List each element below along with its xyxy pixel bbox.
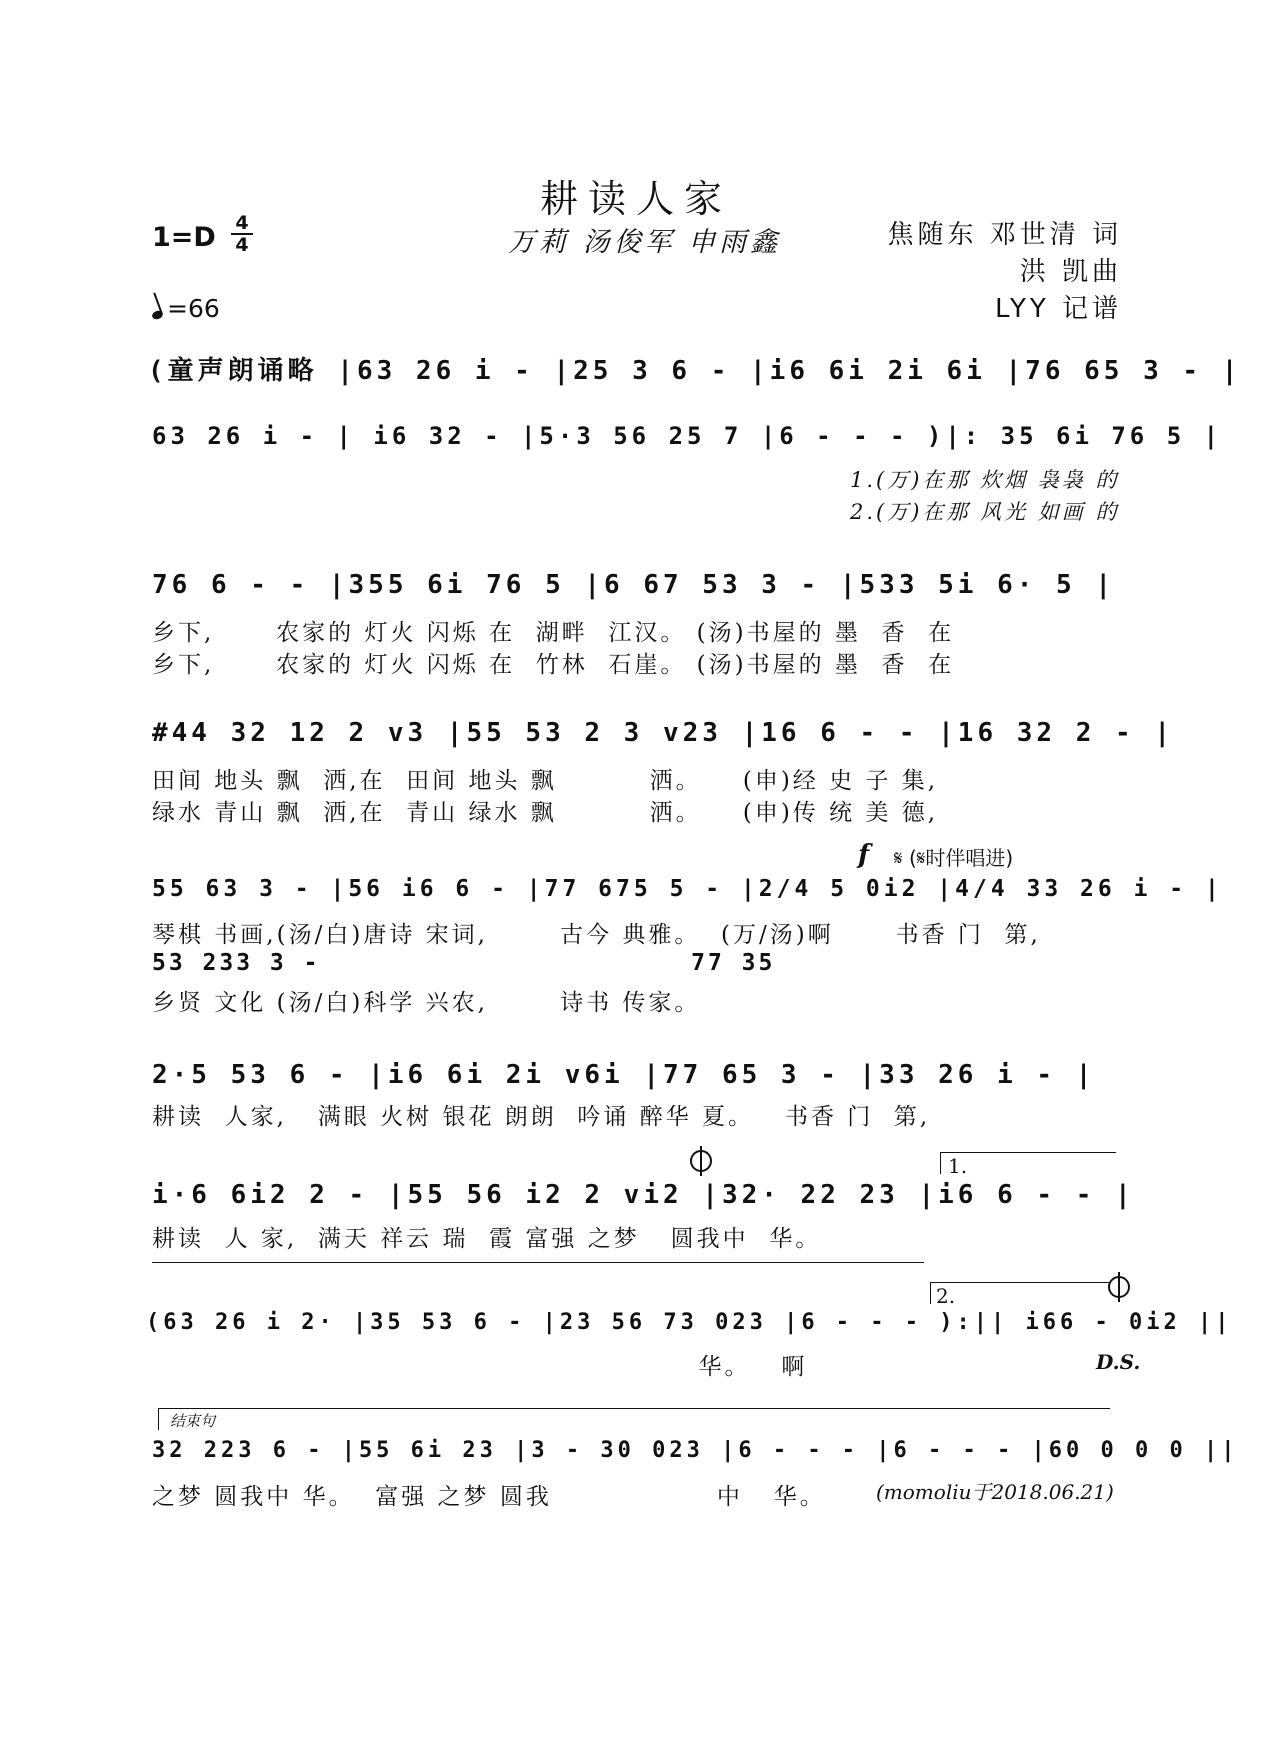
coda-icon: [690, 1150, 712, 1172]
segno-note: 𝄋 (𝄋时伴唱进): [894, 846, 1014, 870]
key-signature: 1=D: [152, 222, 216, 253]
quarter-note-icon: [151, 309, 164, 320]
ds-marking: D.S.: [1096, 1350, 1141, 1374]
ending-bracket-edge: [158, 1408, 159, 1430]
dynamic-forte: f: [858, 840, 870, 870]
system-7-notes: i·6 6i2 2 - |55 56 i2 2 vi2 |32· 22 23 |i6 6 - - |: [152, 1180, 1135, 1210]
system-7-lyric-1: 耕读 人 家, 满天 祥云 瑞 霞 富强 之梦 圆我中 华。: [152, 1226, 822, 1252]
system-5-lyric-2: 乡贤 文化 (汤/白)科学 兴农, 诗书 传家。: [152, 990, 701, 1016]
system-9-lyric-1: 之梦 圆我中 华。 富强 之梦 圆我 中 华。: [152, 1484, 826, 1510]
system-5-lyric-1: 琴棋 书画,(汤/白)唐诗 宋词, 古今 典雅。 (万/汤)啊 书香 门 第,: [152, 922, 1041, 948]
tempo-value: =66: [167, 294, 220, 323]
system-5-notes: 55 63 3 - |56 i6 6 - |77 675 5 - |2/4 5 0i2 |4/4 33 26 i - |: [152, 876, 1223, 902]
system-3-notes: 76 6 - - |355 6i 76 5 |6 67 53 3 - |533 5i 6· 5 |: [152, 570, 1116, 600]
time-sig-bottom: 4: [235, 234, 249, 256]
page-title: 耕读人家: [539, 177, 732, 221]
system-9-notes: 32 223 6 - |55 6i 23 |3 - 30 023 |6 - - - |6 - - - |60 0 0 0 ||: [152, 1438, 1239, 1463]
volta-2-bracket-edge: [930, 1282, 931, 1304]
volta-1-bracket: [940, 1152, 1116, 1153]
tempo-marking: [152, 294, 220, 323]
volta-2-label: 2.: [936, 1284, 956, 1308]
time-signature: [231, 214, 253, 254]
system-2-lyric-1: 1.(万)在那 炊烟 袅袅 的: [850, 468, 1120, 492]
system-6-lyric-1: 耕读 人家, 满眼 火树 银花 朗朗 吟诵 醉华 夏。 书香 门 第,: [152, 1104, 931, 1130]
ending-label: 结束句: [170, 1412, 216, 1430]
system-4-lyric-1: 田间 地头 飘 洒,在 田间 地头 飘 洒。 (申)经 史 子 集,: [152, 768, 939, 794]
system-5-alt-notes: 53 233 3 - 77 35: [152, 950, 776, 976]
system-8-lyric-1: 华。 啊: [152, 1354, 808, 1380]
singers: 万莉 汤俊军 申雨鑫: [508, 227, 782, 258]
system-3-lyric-1: 乡下, 农家的 灯火 闪烁 在 湖畔 江汉。 (汤)书屋的 墨 香 在: [152, 620, 955, 646]
transcriber-signature: (momoliu于2018.06.21): [876, 1480, 1114, 1504]
lyricist-credit: 焦随东 邓世清 词: [887, 220, 1122, 250]
composer-credit: 洪 凯曲: [1019, 257, 1122, 287]
system-2-lyric-2: 2.(万)在那 风光 如画 的: [850, 500, 1120, 524]
volta-1-label: 1.: [948, 1154, 968, 1178]
system-4-lyric-2: 绿水 青山 飘 洒,在 青山 绿水 飘 洒。 (申)传 统 美 德,: [152, 800, 939, 826]
separator-line: [152, 1262, 924, 1263]
system-3-lyric-2: 乡下, 农家的 灯火 闪烁 在 竹林 石崖。 (汤)书屋的 墨 香 在: [152, 652, 955, 678]
ending-bracket: [158, 1408, 1110, 1409]
system-2-notes: 63 26 i - | i6 32 - |5·3 56 25 7 |6 - - - )|: 35 6i 76 5 |: [152, 422, 1223, 450]
transcriber-credit: LYY 记谱: [994, 294, 1122, 324]
system-4-notes: #44 32 12 2 v3 |55 53 2 3 v23 |16 6 - - |16 32 2 - |: [152, 718, 1174, 748]
volta-1-bracket-edge: [940, 1152, 941, 1174]
system-1-notes: (童声朗诵略 |63 26 i - |25 3 6 - |i6 6i 2i 6i |76 65 3 - |: [148, 356, 1242, 386]
volta-2-bracket: [930, 1282, 1110, 1283]
coda-icon-2: [1108, 1276, 1130, 1298]
system-8-notes: (63 26 i 2· |35 53 6 - |23 56 73 023 |6 - - - ):|| i66 - 0i2 ||: [146, 1310, 1233, 1335]
system-6-notes: 2·5 53 6 - |i6 6i 2i v6i |77 65 3 - |33 26 i - |: [152, 1060, 1096, 1090]
time-sig-top: 4: [235, 212, 249, 234]
